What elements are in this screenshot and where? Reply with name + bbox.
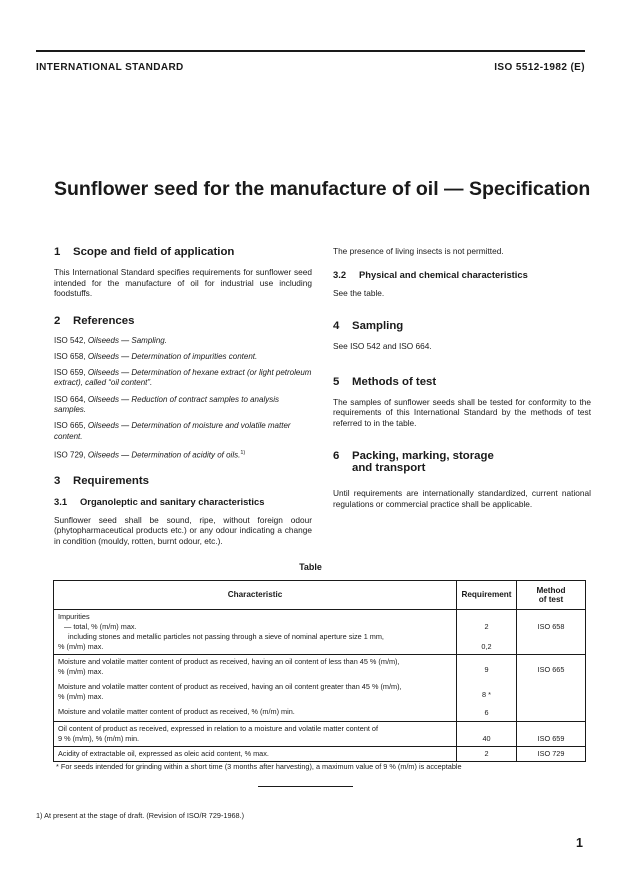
section-title: Requirements [73,474,149,487]
section-title: References [73,314,135,327]
method-cell: ISO 659 [537,734,565,743]
section-title: Methods of test [352,375,437,388]
characteristic-cell: Oil content of product as received, expressed in relation to a moisture and volatile matter content of 9 % (m/m), % (m/m) min. [54,722,457,746]
methods-text: The samples of sunflower seeds shall be tested for conformity to the requirements of this International Standard by the methods of test referred to in the table. [333,396,591,428]
subsection-number: 3.1 [54,495,68,507]
table-footnote: * For seeds intended for grinding within a short time (3 months after harvesting), a maximum value of 9 % (m/m) is acceptable [56,762,462,771]
section-heading-packing [333,450,591,474]
requirement-cell: 40 [457,722,517,746]
document-number: ISO 5512-1982 (E) [494,62,585,73]
physical-text: See the table. [333,287,385,298]
table-row [54,655,585,722]
reference-item: ISO 664, Oilseeds — Reduction of contract samples to analysis samples. [54,394,280,414]
subsection-title: Organoleptic and sanitary characteristics [80,495,265,507]
sampling-text: See ISO 542 and ISO 664. [333,341,432,351]
left-column [54,246,312,554]
page-footnote: 1) At present at the stage of draft. (Revision of ISO/R 729-1968.) [36,811,245,820]
subsection-heading-organoleptic [54,496,312,507]
section-title: Packing, marking, storage and transport [352,450,494,474]
table-row [54,610,585,655]
reference-item: ISO 665, Oilseeds — Determination of moisture and volatile matter content. [54,421,291,441]
section-title: Sampling [352,320,404,332]
page-number: 1 [576,836,583,850]
organoleptic-text: Sunflower seed shall be sound, ripe, without foreign odour (phytopharmaceutical products etc.) or any odour indicating a change in condition (mouldy, rotten, burnt odour, etc.). [54,514,312,546]
section-number: 5 [333,375,340,388]
header-rule [36,50,585,52]
section-number: 3 [54,474,61,487]
table-row [54,747,585,761]
packing-text: Until requirements are internationally standardized, current national regulations or commercial practice shall be applicable. [333,488,591,509]
subsection-title: Physical and chemical characteristics [359,268,528,280]
section-number: 2 [54,314,61,327]
footnote-marker: 1) [240,449,246,456]
table-header [54,581,585,610]
method-cell: ISO 658 [537,622,565,631]
characteristic-cell: Impurities — total, % (m/m) max. including stones and metallic particles not passing through a sieve of nominal aperture size 1 mm, % (m/m) max. [54,610,457,654]
reference-item: ISO 542, Oilseeds — Sampling. [54,335,167,345]
section-number: 1 [54,246,61,258]
scope-text: This International Standard specifies requirements for sunflower seed intended for the manufacture of oil for industrial use including foodstuffs. [54,267,312,298]
section-heading-requirements [54,475,312,487]
header-characteristic: Characteristic [54,581,457,609]
subsection-number: 3.2 [333,268,347,280]
table-caption: Table [299,562,322,572]
section-heading-sampling [333,320,591,332]
section-number: 6 [333,450,340,462]
section-heading-methods [333,376,591,388]
method-cell: ISO 665 [537,665,565,674]
page-title: Sunflower seed for the manufacture of oil — Specification [54,178,591,200]
header-method: Method of test [536,585,566,604]
section-heading-references [54,315,312,327]
section-title: Scope and field of application [73,246,235,258]
reference-item: ISO 659, Oilseeds — Determination of hexane extract (or light petroleum extract), called “oil content”. [54,368,312,388]
right-column [333,246,591,517]
header-requirement: Requirement [457,581,517,609]
footnote-rule [258,786,353,787]
requirement-cell: 2 [457,747,517,761]
section-heading-scope [54,246,312,258]
reference-item: ISO 658, Oilseeds — Determination of impurities content. [54,351,258,361]
subsection-heading-physical [333,269,591,280]
section-number: 4 [333,320,340,332]
characteristic-cell: Acidity of extractable oil, expressed as oleic acid content, % max. [54,747,457,761]
specification-table [53,580,586,762]
document-type: INTERNATIONAL STANDARD [36,62,184,73]
requirement-cell: 9 8 * 6 [457,655,517,721]
reference-item: ISO 729, Oilseeds — Determination of acidity of oils.$^{1)}$ [54,449,246,460]
requirement-cell: 2 0,2 [457,610,517,654]
method-cell: ISO 729 [537,749,565,758]
insects-text: The presence of living insects is not permitted. [333,246,504,256]
characteristic-cell: Moisture and volatile matter content of product as received, having an oil content of less than 45 % (m/m), % (m/m) max. Moisture and volatile matter content of product as received, having an oil content greater than 45 % (m/m), % (m/m) max. Moisture and volatile matter content of product as received, % (m/m) min. [54,655,457,721]
table-row [54,722,585,747]
